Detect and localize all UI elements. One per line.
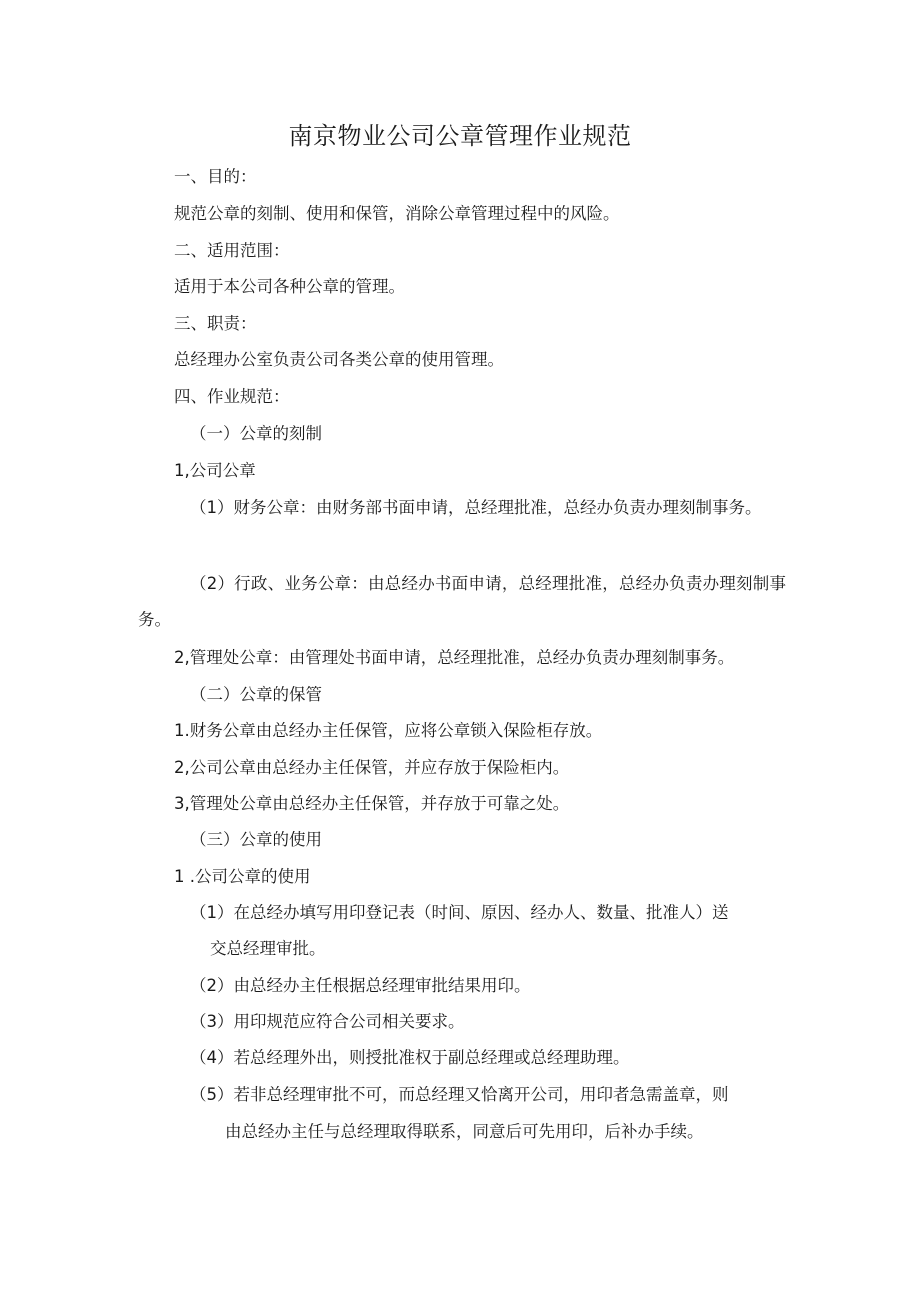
- list-item-finance-seal-custody: 1.财务公章由总经办主任保管，应将公章锁入保险柜存放。: [174, 721, 603, 740]
- usage-step-4: （4）若总经理外出，则授批准权于副总经理或总经理助理。: [190, 1048, 630, 1067]
- paragraph-admin-seal-engraving: （2）行政、业务公章：由总经办书面申请，总经理批准，总经办负责办理刻制事务。: [138, 574, 786, 629]
- list-item-company-seal-custody: 2,公司公章由总经办主任保管，并应存放于保险柜内。: [174, 758, 570, 777]
- subsection-heading-custody: （二）公章的保管: [190, 685, 322, 704]
- document-title: 南京物业公司公章管理作业规范: [288, 122, 632, 150]
- usage-step-1-line-1: （1）在总经办填写用印登记表（时间、原因、经办人、数量、批准人）送: [190, 903, 729, 922]
- subsection-heading-usage: （三）公章的使用: [190, 830, 322, 849]
- list-item-company-seal-usage: 1 .公司公章的使用: [174, 867, 311, 886]
- section-text-duties: 总经理办公室负责公司各类公章的使用管理。: [174, 350, 504, 369]
- section-text-scope: 适用于本公司各种公章的管理。: [174, 277, 405, 296]
- section-heading-duties: 三、职责：: [174, 314, 257, 333]
- subsection-heading-engraving: （一）公章的刻制: [190, 424, 322, 443]
- list-item-office-seal-custody: 3,管理处公章由总经办主任保管，并存放于可靠之处。: [174, 794, 570, 813]
- usage-step-5-line-2: 由总经办主任与总经理取得联系，同意后可先用印，后补办手续。: [225, 1122, 704, 1141]
- section-heading-purpose: 一、目的：: [174, 167, 257, 186]
- usage-step-5-line-1: （5）若非总经理审批不可，而总经理又恰离开公司，用印者急需盖章，则: [190, 1085, 729, 1104]
- list-item-office-seal-engraving: 2,管理处公章：由管理处书面申请，总经理批准，总经办负责办理刻制事务。: [174, 648, 735, 667]
- list-item-company-seal: 1,公司公章: [174, 461, 256, 480]
- usage-step-1-line-2: 交总经理审批。: [210, 939, 326, 958]
- paragraph-finance-seal-engraving: （1）财务公章：由财务部书面申请，总经理批准，总经办负责办理刻制事务。: [190, 498, 762, 517]
- section-heading-scope: 二、适用范围：: [174, 241, 290, 260]
- usage-step-3: （3）用印规范应符合公司相关要求。: [190, 1012, 465, 1031]
- usage-step-2: （2）由总经办主任根据总经理审批结果用印。: [190, 976, 531, 995]
- section-heading-procedure: 四、作业规范：: [174, 387, 290, 406]
- section-text-purpose: 规范公章的刻制、使用和保管，消除公章管理过程中的风险。: [174, 204, 620, 223]
